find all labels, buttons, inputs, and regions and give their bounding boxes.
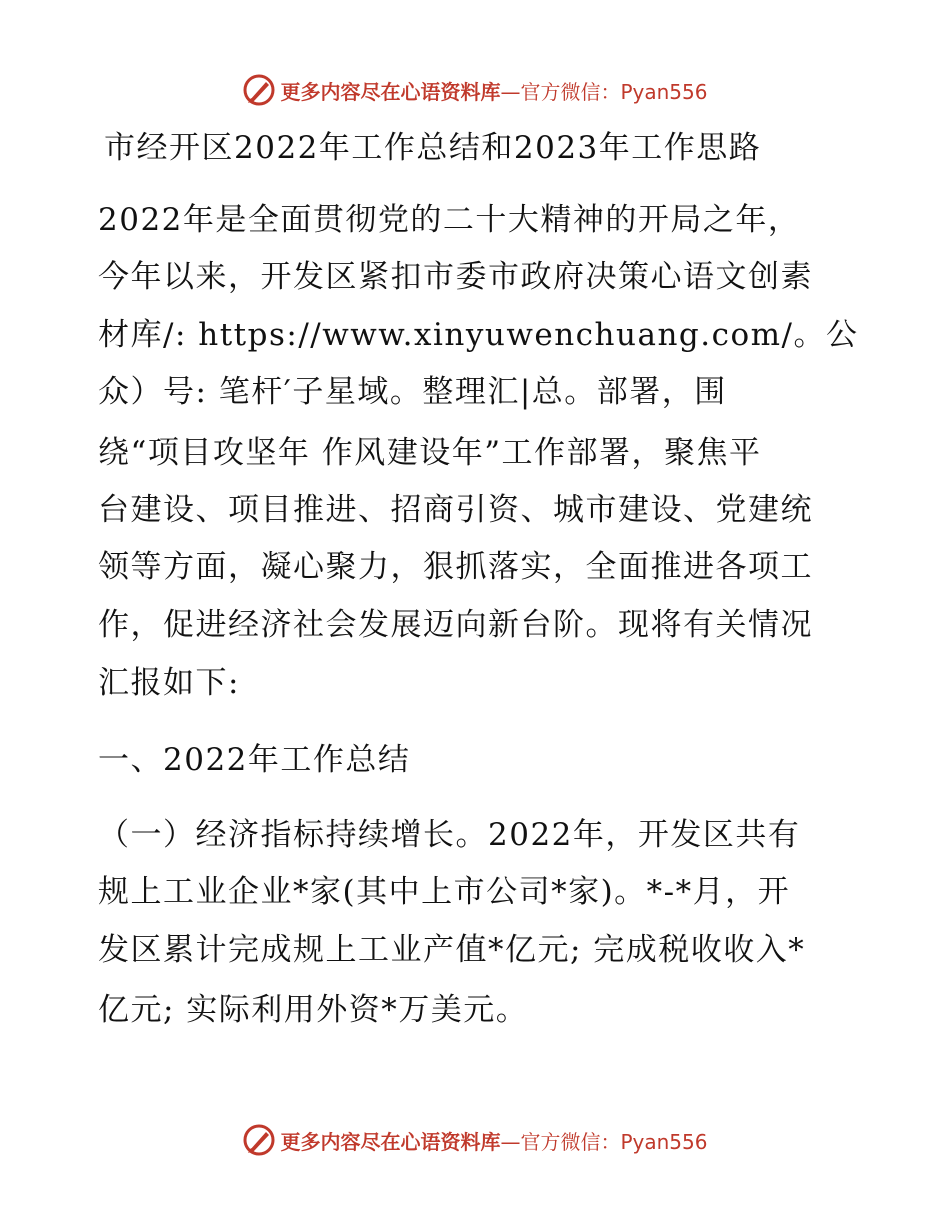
body-line: 绕“项目攻坚年 作风建设年”工作部署，聚焦平 [98, 435, 762, 471]
footer-watermark-banner [0, 1120, 950, 1160]
pen-quill-circle-icon [242, 73, 276, 107]
body-line: 众）号: 笔杆′子星域。整理汇|总。部署，围 [98, 374, 727, 410]
watermark-text: 更多内容尽在心语资料库—官方微信：Pyan556 [280, 1129, 708, 1154]
body-line: 作，促进经济社会发展迈向新台阶。现将有关情况 [98, 607, 813, 643]
body-line: 规上工业企业*家(其中上市公司*家)。*-*月，开 [98, 874, 791, 910]
body-line: （一）经济指标持续增长。2022年，开发区共有 [98, 817, 801, 853]
section-heading: 一、2022年工作总结 [98, 742, 411, 778]
body-line: 汇报如下: [98, 665, 240, 701]
pen-quill-circle-icon [242, 1123, 276, 1157]
body-line: 2022年是全面贯彻党的二十大精神的开局之年， [98, 202, 801, 238]
body-line: 材库/: https://www.xinyuwenchuang.com/。公 [98, 317, 859, 353]
header-watermark-banner [0, 70, 950, 110]
body-line: 发区累计完成规上工业产值*亿元; 完成税收收入* [98, 932, 806, 968]
body-line: 领等方面，凝心聚力，狠抓落实，全面推进各项工 [98, 549, 813, 585]
watermark-text: 更多内容尽在心语资料库—官方微信：Pyan556 [280, 79, 708, 104]
body-line: 台建设、项目推进、招商引资、城市建设、党建统 [98, 492, 813, 528]
body-line: 今年以来，开发区紧扣市委市政府决策心语文创素 [98, 259, 813, 295]
body-line: 亿元; 实际利用外资*万美元。 [98, 992, 529, 1028]
page-title: 市经开区2022年工作总结和2023年工作思路 [104, 130, 762, 166]
